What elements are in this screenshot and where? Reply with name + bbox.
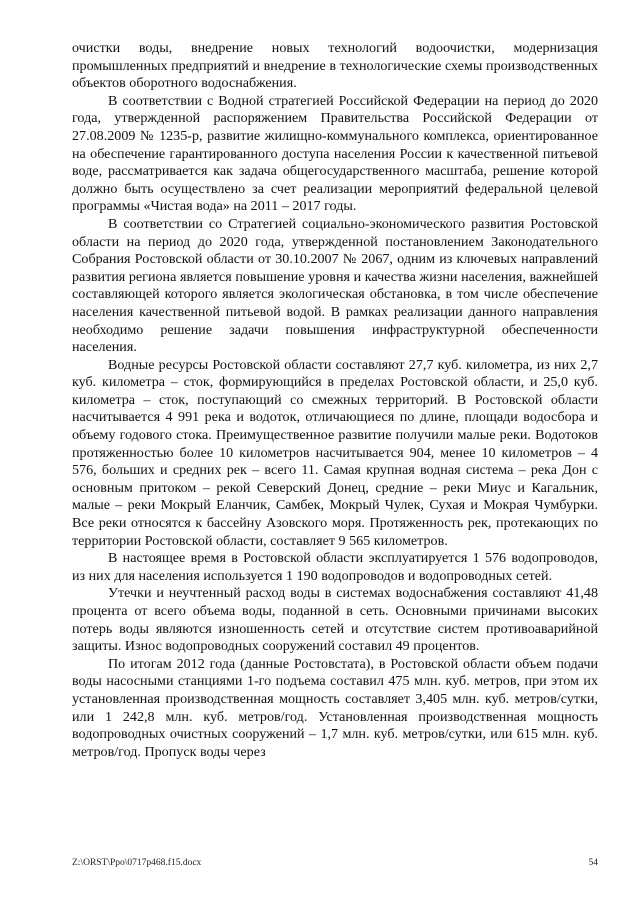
paragraph-water-resources: Водные ресурсы Ростовской области составляют 27,7 куб. километра, из них 2,7 куб. километра – сток, формирующийся в пределах Ростовской области, и 25,0 куб. километра – сток, поступающий со смежных территорий. В Ростовской области насчитывается 4 991 река и водоток, отличающиеся по длине, площади водосбора и объему годового стока. Преимущественное развитие получили малые реки. Водотоков протяженностью более 10 километров насчитывается 904, менее 10 километров – 4 576, больших и средних рек – всего 11. Самая крупная водная система – река Дон с основным притоком – рекой Северский Донец, средние – реки Миус и Кагальник, малые – реки Мокрый Еланчик, Самбек, Мокрый Чулек, Сухая и Мокрая Чумбурки. Все реки относятся к бассейну Азовского моря. Протяженность рек, протекающих по территории Ростовской области, составляет 9 565 километров. bbox=[72, 356, 598, 549]
footer-file-path: Z:\ORST\Ppo\0717p468.f15.docx bbox=[72, 858, 202, 868]
page-number: 54 bbox=[588, 858, 598, 868]
paragraph-water-strategy: В соответствии с Водной стратегией Российской Федерации на период до 2020 года, утвержденной распоряжением Правительства Российской Федерации от 27.08.2009 № 1235-р, развитие жилищно-коммунального комплекса, ориентированное на обеспечение гарантированного доступа населения России к качественной питьевой воде, рассматривается как задача общегосударственного масштаба, решение которой должно быть осуществлено за счет реализации мероприятий федеральной целевой программы «Чистая вода» на 2011 – 2017 годы. bbox=[72, 92, 598, 215]
paragraph-water-losses: Утечки и неучтенный расход воды в системах водоснабжения составляют 41,48 процента от всего объема воды, поданной в сеть. Основными причинами высоких потерь воды являются изношенность сетей и отсутствие систем противоаварийной защиты. Износ водопроводных сооружений составил 49 процентов. bbox=[72, 585, 598, 655]
paragraph-water-supply-systems: В настоящее время в Ростовской области эксплуатируется 1 576 водопроводов, из них для населения используется 1 190 водопроводов и водопроводных сетей. bbox=[72, 550, 598, 584]
document-body bbox=[72, 40, 598, 761]
paragraph-2012-results: По итогам 2012 года (данные Ростовстата), в Ростовской области объем подачи воды насосными станциями 1-го подъема составил 475 млн. куб. метров, при этом их установленная производственная мощность составляет 3,405 млн. куб. метров/сутки, или 1 242,8 млн. куб. метров/год. Установленная производственная мощность водопроводных очистных сооружений – 1,7 млн. куб. метров/сутки, или 615 млн. куб. метров/год. Пропуск воды через bbox=[72, 655, 598, 760]
paragraph-continuation: очистки воды, внедрение новых технологий водоочистки, модернизация промышленных предприятий и внедрение в технологические схемы производственных объектов оборотного водоснабжения. bbox=[72, 40, 598, 92]
paragraph-regional-strategy: В соответствии со Стратегией социально-экономического развития Ростовской области на период до 2020 года, утвержденной постановлением Законодательного Собрания Ростовской области от 30.10.2007 № 2067, одним из ключевых направлений развития региона является повышение уровня и качества жизни населения, важнейшей составляющей которого является экологическая обстановка, в том числе обеспечение населения качественной питьевой водой. В рамках реализации данного направления необходимо решение задачи повышения инфраструктурной обеспеченности населения. bbox=[72, 215, 598, 356]
